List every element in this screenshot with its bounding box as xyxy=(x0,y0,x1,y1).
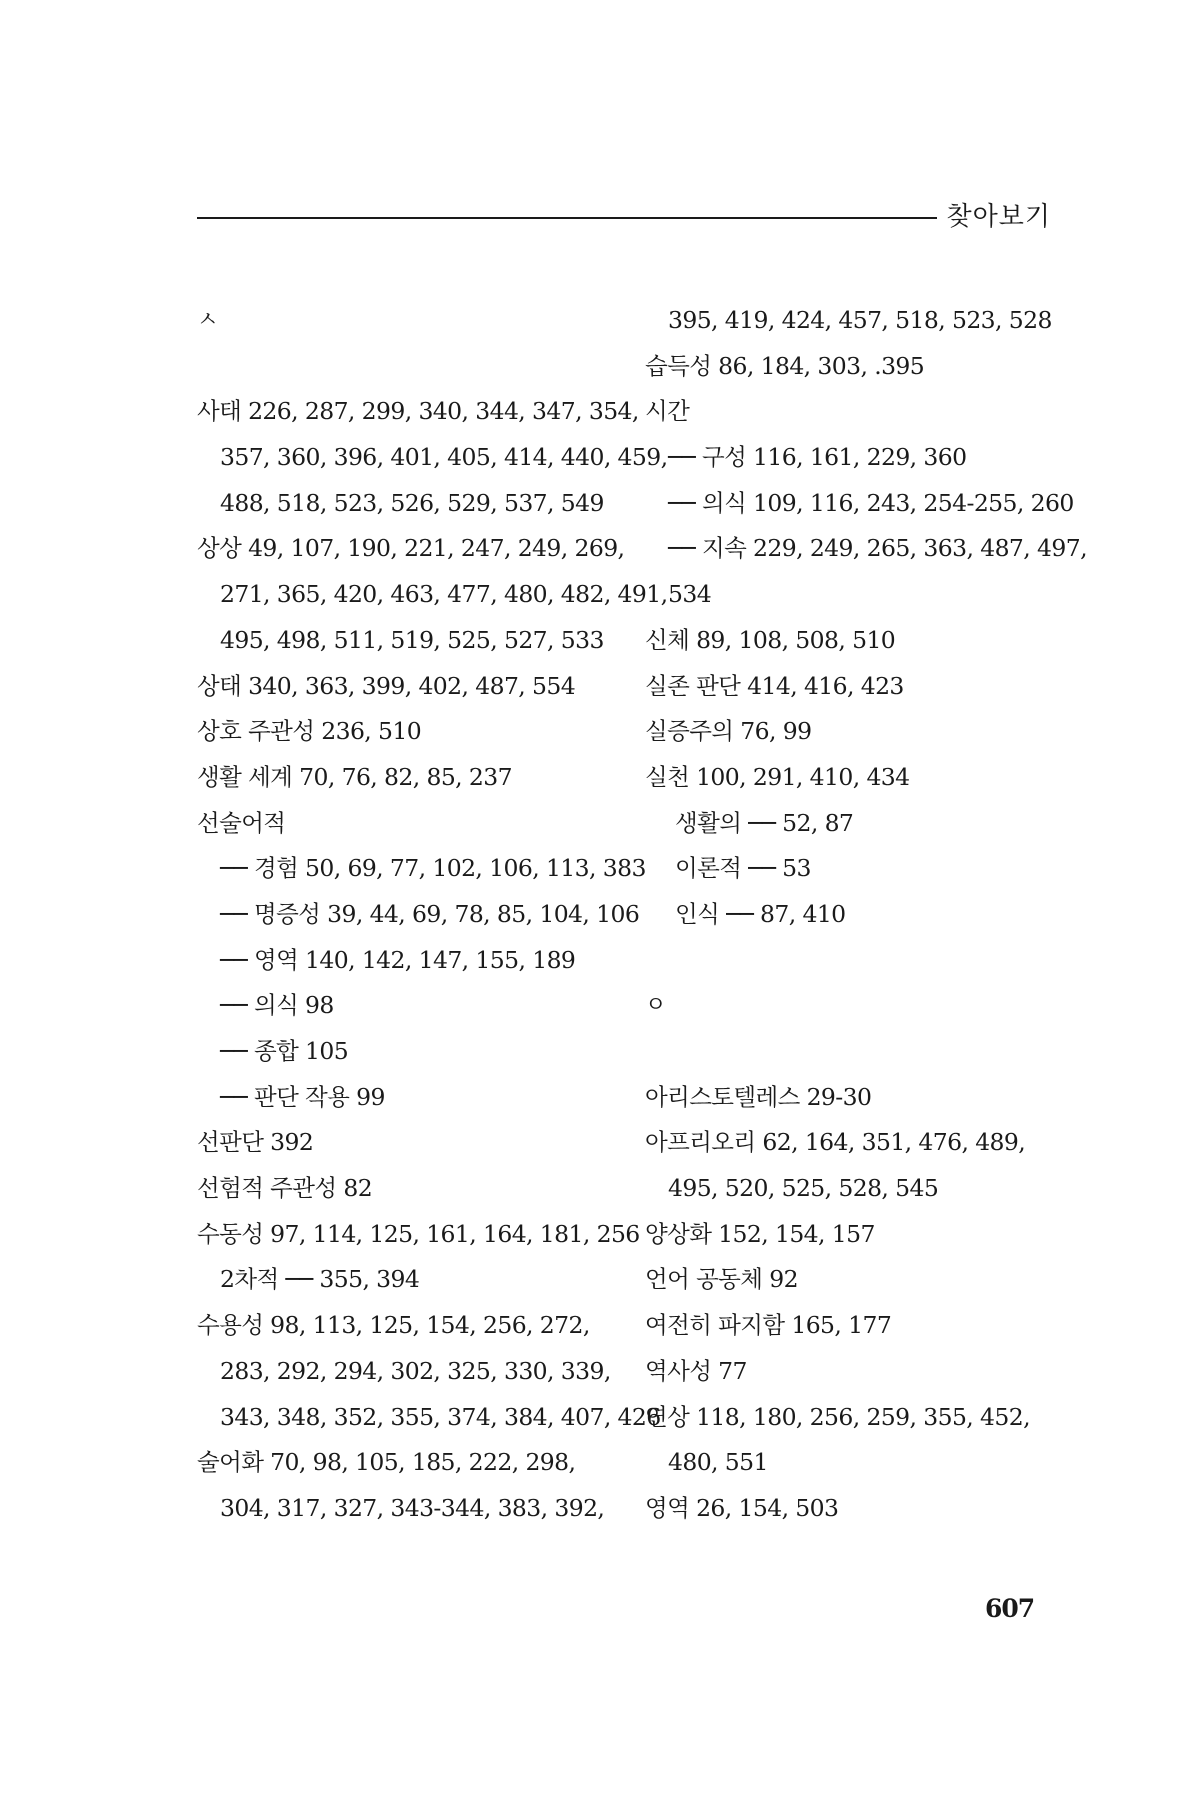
index-subentry: 이론적 ── 53 xyxy=(675,854,811,883)
index-entry-continuation: 343, 348, 352, 355, 374, 384, 407, 426 xyxy=(220,1402,661,1431)
index-entry: 연상 118, 180, 256, 259, 355, 452, xyxy=(645,1402,1030,1431)
index-entry: 영역 26, 154, 503 xyxy=(645,1493,839,1522)
section-letter-o: ㅇ xyxy=(645,993,666,1019)
index-entry: 실존 판단 414, 416, 423 xyxy=(645,671,904,700)
index-entry: 습득성 86, 184, 303, .395 xyxy=(645,351,925,380)
index-entry-continuation: 271, 365, 420, 463, 477, 480, 482, 491, xyxy=(220,580,668,609)
index-entry: 실증주의 76, 99 xyxy=(645,717,812,746)
index-entry: 시간 xyxy=(645,397,690,426)
index-subentry: 생활의 ── 52, 87 xyxy=(675,808,854,837)
spacer xyxy=(645,1029,1075,1075)
index-entry: 아리스토텔레스 29-30 xyxy=(645,1082,872,1111)
index-entry: 상상 49, 107, 190, 221, 247, 249, 269, xyxy=(197,534,625,563)
index-entry: 선판단 392 xyxy=(197,1128,314,1157)
index-entry: 실천 100, 291, 410, 434 xyxy=(645,762,910,791)
running-header xyxy=(197,196,1051,236)
index-entry: 술어화 70, 98, 105, 185, 222, 298, xyxy=(197,1448,576,1477)
index-subentry: ── 영역 140, 142, 147, 155, 189 xyxy=(220,945,576,974)
index-entry-continuation: 480, 551 xyxy=(668,1448,768,1477)
index-subentry: 2차적 ── 355, 394 xyxy=(220,1265,420,1294)
index-entry: 상태 340, 363, 399, 402, 487, 554 xyxy=(197,671,576,700)
index-subentry: ── 구성 116, 161, 229, 360 xyxy=(668,443,967,472)
index-entry: 선술어적 xyxy=(197,808,286,837)
index-entry-continuation: 357, 360, 396, 401, 405, 414, 440, 459, xyxy=(220,443,668,472)
index-subentry: ── 경험 50, 69, 77, 102, 106, 113, 383 xyxy=(220,854,646,883)
index-entry: 사태 226, 287, 299, 340, 344, 347, 354, xyxy=(197,397,639,426)
spacer xyxy=(645,938,1075,984)
index-entry-continuation: 495, 498, 511, 519, 525, 527, 533 xyxy=(220,625,604,654)
index-subentry: ── 지속 229, 249, 265, 363, 487, 497, xyxy=(668,534,1087,563)
index-column-right xyxy=(645,298,1087,1532)
index-subentry: ── 의식 109, 116, 243, 254-255, 260 xyxy=(668,488,1074,517)
index-entry-continuation: 304, 317, 327, 343-344, 383, 392, xyxy=(220,1493,605,1522)
index-entry: 역사성 77 xyxy=(645,1356,747,1385)
index-entry-continuation: 395, 419, 424, 457, 518, 523, 528 xyxy=(668,306,1052,334)
header-title: 찾아보기 xyxy=(946,202,1051,232)
index-subentry: ── 의식 98 xyxy=(220,991,334,1020)
index-entry: 아프리오리 62, 164, 351, 476, 489, xyxy=(645,1128,1026,1157)
spacer xyxy=(197,344,627,390)
index-entry: 상호 주관성 236, 510 xyxy=(197,717,422,746)
index-entry: 생활 세계 70, 76, 82, 85, 237 xyxy=(197,762,512,791)
index-entry: 여전히 파지함 165, 177 xyxy=(645,1311,892,1340)
index-entry-continuation: 534 xyxy=(668,580,712,609)
index-entry: 수동성 97, 114, 125, 161, 164, 181, 256 xyxy=(197,1219,640,1248)
index-entry-continuation: 495, 520, 525, 528, 545 xyxy=(668,1174,939,1203)
index-entry: 선험적 주관성 82 xyxy=(197,1174,373,1203)
section-letter-s: ㅅ xyxy=(197,308,218,333)
page-number: 607 xyxy=(985,1594,1035,1623)
index-entry: 신체 89, 108, 508, 510 xyxy=(645,625,896,654)
index-entry-continuation: 488, 518, 523, 526, 529, 537, 549 xyxy=(220,488,604,517)
header-rule xyxy=(197,217,937,219)
index-entry-continuation: 283, 292, 294, 302, 325, 330, 339, xyxy=(220,1356,611,1385)
index-subentry: 인식 ── 87, 410 xyxy=(675,899,846,928)
index-subentry: ── 종합 105 xyxy=(220,1037,349,1065)
index-subentry: ── 판단 작용 99 xyxy=(220,1082,385,1111)
index-subentry: ── 명증성 39, 44, 69, 78, 85, 104, 106 xyxy=(220,899,640,928)
index-entry: 양상화 152, 154, 157 xyxy=(645,1219,875,1248)
index-entry: 언어 공동체 92 xyxy=(645,1265,798,1294)
index-entry: 수용성 98, 113, 125, 154, 256, 272, xyxy=(197,1311,590,1340)
